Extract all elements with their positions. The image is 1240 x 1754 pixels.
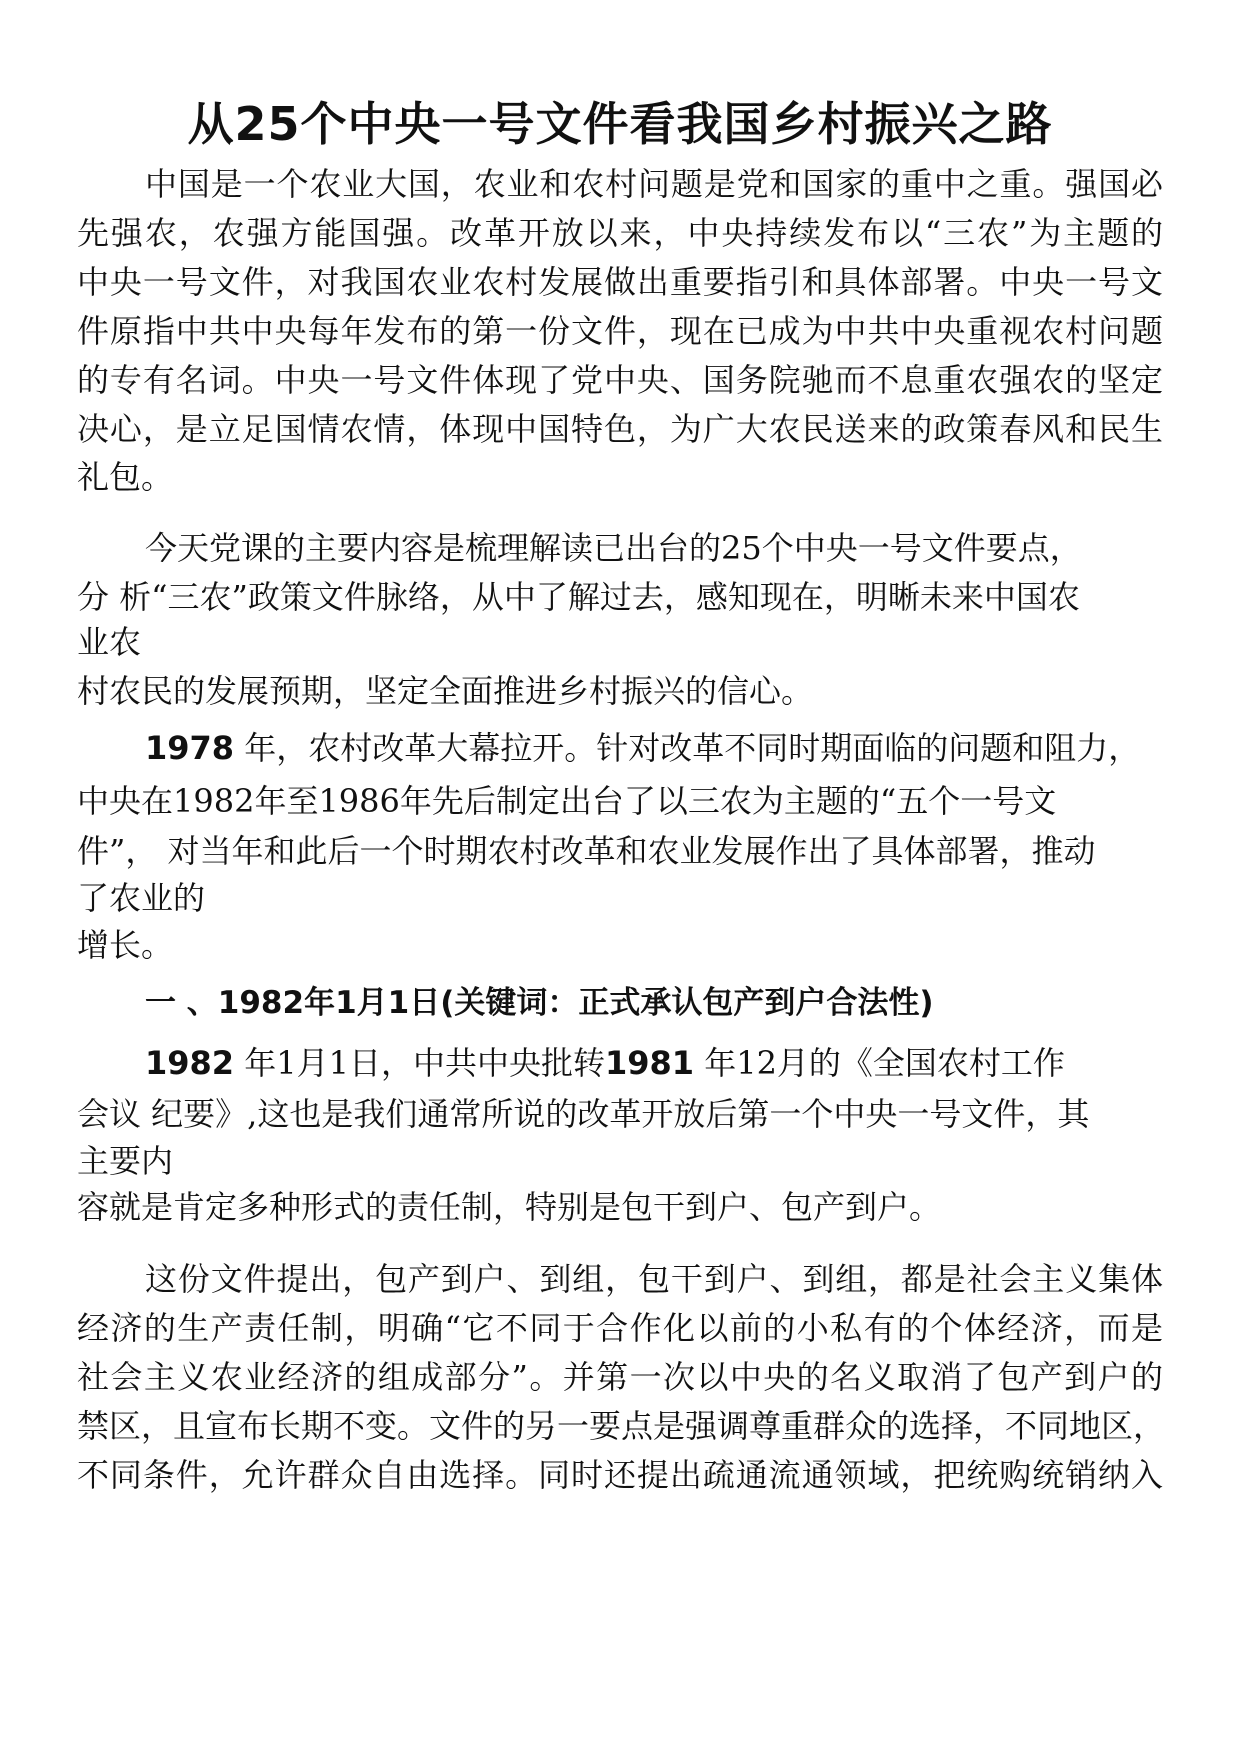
paragraph-3-line-4: 了农业的 bbox=[77, 879, 206, 917]
paragraph-4-line-3: 主要内 bbox=[77, 1142, 174, 1180]
paragraph-3-line-1 bbox=[145, 726, 1140, 770]
year-1981: 1981 bbox=[604, 1044, 695, 1082]
year-1978: 1978 bbox=[145, 729, 235, 767]
paragraph-3-line-2: 中央在1982年至1986年先后制定出台了以三农为主题的“五个一号文 bbox=[77, 782, 1057, 820]
paragraph-1-line-4: 件原指中共中央每年发布的第一份文件，现在已成为中共中央重视农村问题 bbox=[77, 312, 1163, 350]
paragraph-2-line-1: 今天党课的主要内容是梳理解读已出台的25个中央一号文件要点， bbox=[145, 529, 1082, 567]
paragraph-4-line-4: 容就是肯定多种形式的责任制，特别是包干到户、包产到户。 bbox=[77, 1188, 942, 1226]
paragraph-1-line-6: 决心，是立足国情农情，体现中国特色，为广大农民送来的政策春风和民生 bbox=[77, 410, 1163, 448]
paragraph-4-line-1-end: 年12月的《全国农村工作 bbox=[694, 1044, 1065, 1082]
paragraph-3-line-1-text: 年，农村改革大幕拉开。针对改革不同时期面临的问题和阻力， bbox=[234, 729, 1141, 767]
paragraph-1-line-2: 先强农，农强方能国强。改革开放以来，中央持续发布以“三农”为主题的 bbox=[77, 214, 1163, 252]
paragraph-5-line-2: 经济的生产责任制，明确“它不同于合作化以前的小私有的个体经济，而是 bbox=[77, 1309, 1163, 1347]
paragraph-5-line-5: 不同条件，允许群众自由选择。同时还提出疏通流通领域，把统购统销纳入 bbox=[77, 1456, 1163, 1494]
paragraph-3-line-3: 件”， 对当年和此后一个时期农村改革和农业发展作出了具体部署，推动 bbox=[77, 832, 1096, 870]
paragraph-1-line-3: 中央一号文件，对我国农业农村发展做出重要指引和具体部署。中央一号文 bbox=[77, 263, 1163, 301]
paragraph-1-line-7: 礼包。 bbox=[77, 458, 174, 496]
paragraph-5-line-1: 这份文件提出，包产到户、到组，包干到户、到组，都是社会主义集体 bbox=[145, 1260, 1163, 1298]
paragraph-1-line-1: 中国是一个农业大国，农业和农村问题是党和国家的重中之重。强国必 bbox=[145, 165, 1163, 203]
paragraph-4-line-1-mid: 年1月1日，中共中央批转 bbox=[234, 1044, 605, 1082]
paragraph-2-line-2: 分 析“三农”政策文件脉络，从中了解过去，感知现在，明晰未来中国农 bbox=[77, 578, 1080, 616]
document-title: 从25个中央一号文件看我国乡村振兴之路 bbox=[187, 97, 1053, 151]
paragraph-4-line-2: 会议 纪要》,这也是我们通常所说的改革开放后第一个中央一号文件，其 bbox=[77, 1095, 1090, 1133]
paragraph-1-line-5: 的专有名词。中央一号文件体现了党中央、国务院驰而不息重农强农的坚定 bbox=[77, 361, 1163, 399]
paragraph-5-line-3: 社会主义农业经济的组成部分”。并第一次以中央的名义取消了包产到户的 bbox=[77, 1358, 1163, 1396]
paragraph-5-line-4: 禁区，且宣布长期不变。文件的另一要点是强调尊重群众的选择，不同地区， bbox=[77, 1407, 1166, 1445]
paragraph-2-line-4: 村农民的发展预期，坚定全面推进乡村振兴的信心。 bbox=[77, 672, 814, 710]
paragraph-2-line-3: 业农 bbox=[77, 623, 142, 661]
section-1-heading: 一 、1982年1月1日(关键词：正式承认包产到户合法性) bbox=[145, 985, 934, 1021]
paragraph-4-line-1 bbox=[145, 1041, 1065, 1085]
year-1982: 1982 bbox=[145, 1044, 235, 1082]
paragraph-3-line-5: 增长。 bbox=[77, 926, 174, 964]
